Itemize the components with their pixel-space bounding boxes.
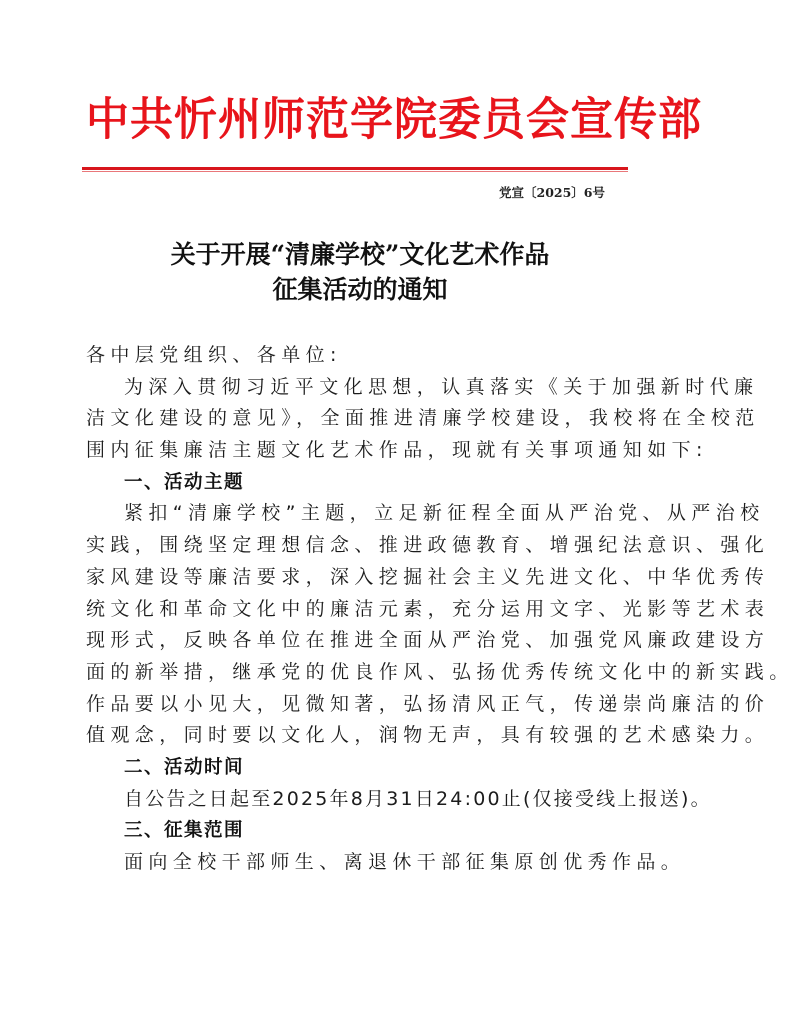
section-heading-scope: 三、征集范围 bbox=[124, 820, 245, 842]
paragraph-line: 统文化和革命文化中的廉洁元素，充分运用文字、光影等艺术表 bbox=[86, 597, 770, 620]
document-number: 党宣〔2025〕6号 bbox=[499, 185, 605, 200]
section-heading-time: 二、活动时间 bbox=[124, 756, 245, 778]
paragraph-line: 紧扣“清廉学校”主题，立足新征程全面从严治党、从严治校 bbox=[124, 502, 765, 525]
paragraph-line: 自公告之日起至2025年8月31日24:00止(仅接受线上报送)。 bbox=[124, 787, 712, 810]
notice-title-line-2: 征集活动的通知 bbox=[272, 275, 448, 304]
paragraph-line: 面的新举措，继承党的优良作风、弘扬优秀传统文化中的新实践。 bbox=[86, 660, 794, 683]
paragraph-line: 洁文化建设的意见》，全面推进清廉学校建设，我校将在全校范 bbox=[86, 407, 760, 430]
notice-body bbox=[86, 340, 794, 879]
paragraph-line: 现形式，反映各单位在推进全面从严治党、加强党风廉政建设方 bbox=[86, 629, 770, 652]
notice-title-line-1: 关于开展“清廉学校”文化艺术作品 bbox=[170, 240, 550, 269]
paragraph-line: 作品要以小见大，见微知著，弘扬清风正气，传递崇尚廉洁的价 bbox=[86, 692, 770, 715]
issuing-organization-title: 中共忻州师范学院委员会宣传部 bbox=[86, 93, 702, 147]
paragraph-line: 家风建设等廉洁要求，深入挖掘社会主义先进文化、中华优秀传 bbox=[86, 565, 770, 588]
section-heading-theme: 一、活动主题 bbox=[124, 471, 245, 493]
paragraph-line: 围内征集廉洁主题文化艺术作品，现就有关事项通知如下: bbox=[86, 439, 708, 462]
paragraph-line: 值观念，同时要以文化人，润物无声，具有较强的艺术感染力。 bbox=[86, 724, 770, 747]
red-header-rule bbox=[82, 167, 628, 170]
paragraph-line: 为深入贯彻习近平文化思想，认真落实《关于加强新时代廉 bbox=[124, 375, 759, 398]
red-header-rule-thin bbox=[82, 171, 628, 172]
notice-title bbox=[80, 237, 640, 307]
paragraph-line: 实践，围绕坚定理想信念、推进政德教育、增强纪法意识、强化 bbox=[86, 534, 770, 557]
paragraph-line: 面向全校干部师生、离退休干部征集原创优秀作品。 bbox=[124, 851, 686, 873]
salutation: 各中层党组织、各单位: bbox=[86, 344, 342, 366]
